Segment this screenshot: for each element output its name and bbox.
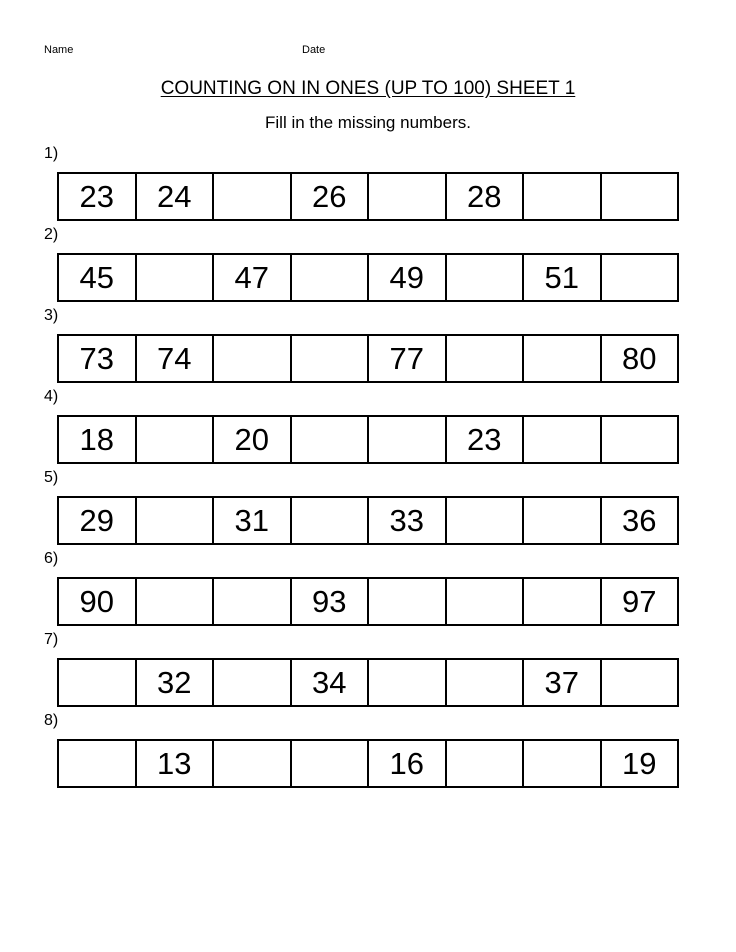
blank-number-box[interactable]: [524, 741, 602, 786]
given-number-box: 23: [447, 417, 525, 462]
given-number-box: 13: [137, 741, 215, 786]
blank-number-box[interactable]: [137, 579, 215, 624]
blank-number-box[interactable]: [292, 336, 370, 381]
given-number-box: 73: [59, 336, 137, 381]
given-number-box: 23: [59, 174, 137, 219]
instruction-text: Fill in the missing numbers.: [265, 113, 471, 132]
blank-number-box[interactable]: [59, 741, 137, 786]
problem-number-label: 5): [44, 469, 59, 486]
blank-number-box[interactable]: [59, 660, 137, 705]
problem-number-label: 3): [44, 307, 59, 324]
given-number-box: 16: [369, 741, 447, 786]
blank-number-box[interactable]: [524, 498, 602, 543]
blank-number-box[interactable]: [137, 417, 215, 462]
blank-number-box[interactable]: [602, 660, 678, 705]
number-sequence-row: [57, 334, 679, 383]
name-label: Name: [44, 44, 74, 56]
given-number-box: 80: [622, 340, 657, 376]
blank-number-box[interactable]: [447, 498, 525, 543]
given-number-box: 90: [59, 579, 137, 624]
problem-number-label: 7): [44, 631, 59, 648]
given-number-box: 36: [622, 502, 657, 538]
blank-number-box[interactable]: [524, 174, 602, 219]
blank-number-box[interactable]: [524, 417, 602, 462]
given-number-box: 77: [369, 336, 447, 381]
number-sequence-row: [57, 577, 679, 626]
blank-number-box[interactable]: [292, 498, 370, 543]
blank-number-box[interactable]: [292, 417, 370, 462]
given-number-box: 19: [622, 745, 657, 781]
given-number-box: 97: [622, 583, 657, 619]
blank-number-box[interactable]: [447, 255, 525, 300]
blank-number-box[interactable]: [602, 417, 678, 462]
number-sequence-row: [57, 739, 679, 788]
blank-number-box[interactable]: [292, 255, 370, 300]
blank-number-box[interactable]: [214, 660, 292, 705]
number-sequence-row: [57, 253, 679, 302]
given-number-box: 45: [59, 255, 137, 300]
given-number-box: 24: [137, 174, 215, 219]
number-sequence-row: [57, 415, 679, 464]
given-number-box: 51: [524, 255, 602, 300]
given-number-box: 49: [369, 255, 447, 300]
blank-number-box[interactable]: [214, 579, 292, 624]
blank-number-box[interactable]: [369, 660, 447, 705]
blank-number-box[interactable]: [369, 174, 447, 219]
given-number-box: 93: [292, 579, 370, 624]
blank-number-box[interactable]: [524, 579, 602, 624]
blank-number-box[interactable]: [137, 255, 215, 300]
blank-number-box[interactable]: [447, 741, 525, 786]
given-number-box: 37: [524, 660, 602, 705]
blank-number-box[interactable]: [602, 255, 678, 300]
date-label: Date: [302, 44, 326, 56]
blank-number-box[interactable]: [137, 498, 215, 543]
blank-number-box[interactable]: [214, 336, 292, 381]
number-sequence-row: [57, 496, 679, 545]
problem-number-label: 4): [44, 388, 59, 405]
given-number-box: 33: [369, 498, 447, 543]
given-number-box: 31: [214, 498, 292, 543]
blank-number-box[interactable]: [214, 174, 292, 219]
blank-number-box[interactable]: [369, 579, 447, 624]
problem-number-label: 1): [44, 145, 59, 162]
given-number-box: 20: [214, 417, 292, 462]
number-sequence-row: [57, 172, 679, 221]
blank-number-box[interactable]: [524, 336, 602, 381]
given-number-box: 47: [214, 255, 292, 300]
given-number-box: 34: [292, 660, 370, 705]
given-number-box: 18: [59, 417, 137, 462]
blank-number-box[interactable]: [602, 174, 678, 219]
problem-number-label: 2): [44, 226, 59, 243]
given-number-box: 32: [137, 660, 215, 705]
blank-number-box[interactable]: [447, 336, 525, 381]
blank-number-box[interactable]: [292, 741, 370, 786]
blank-number-box[interactable]: [447, 660, 525, 705]
problem-number-label: 6): [44, 550, 59, 567]
given-number-box: 26: [292, 174, 370, 219]
given-number-box: 74: [137, 336, 215, 381]
given-number-box: 28: [447, 174, 525, 219]
blank-number-box[interactable]: [214, 741, 292, 786]
blank-number-box[interactable]: [447, 579, 525, 624]
blank-number-box[interactable]: [369, 417, 447, 462]
page-title: COUNTING ON IN ONES (UP TO 100) SHEET 1: [160, 78, 576, 99]
given-number-box: 29: [59, 498, 137, 543]
problem-number-label: 8): [44, 712, 59, 729]
number-sequence-row: [57, 658, 679, 707]
